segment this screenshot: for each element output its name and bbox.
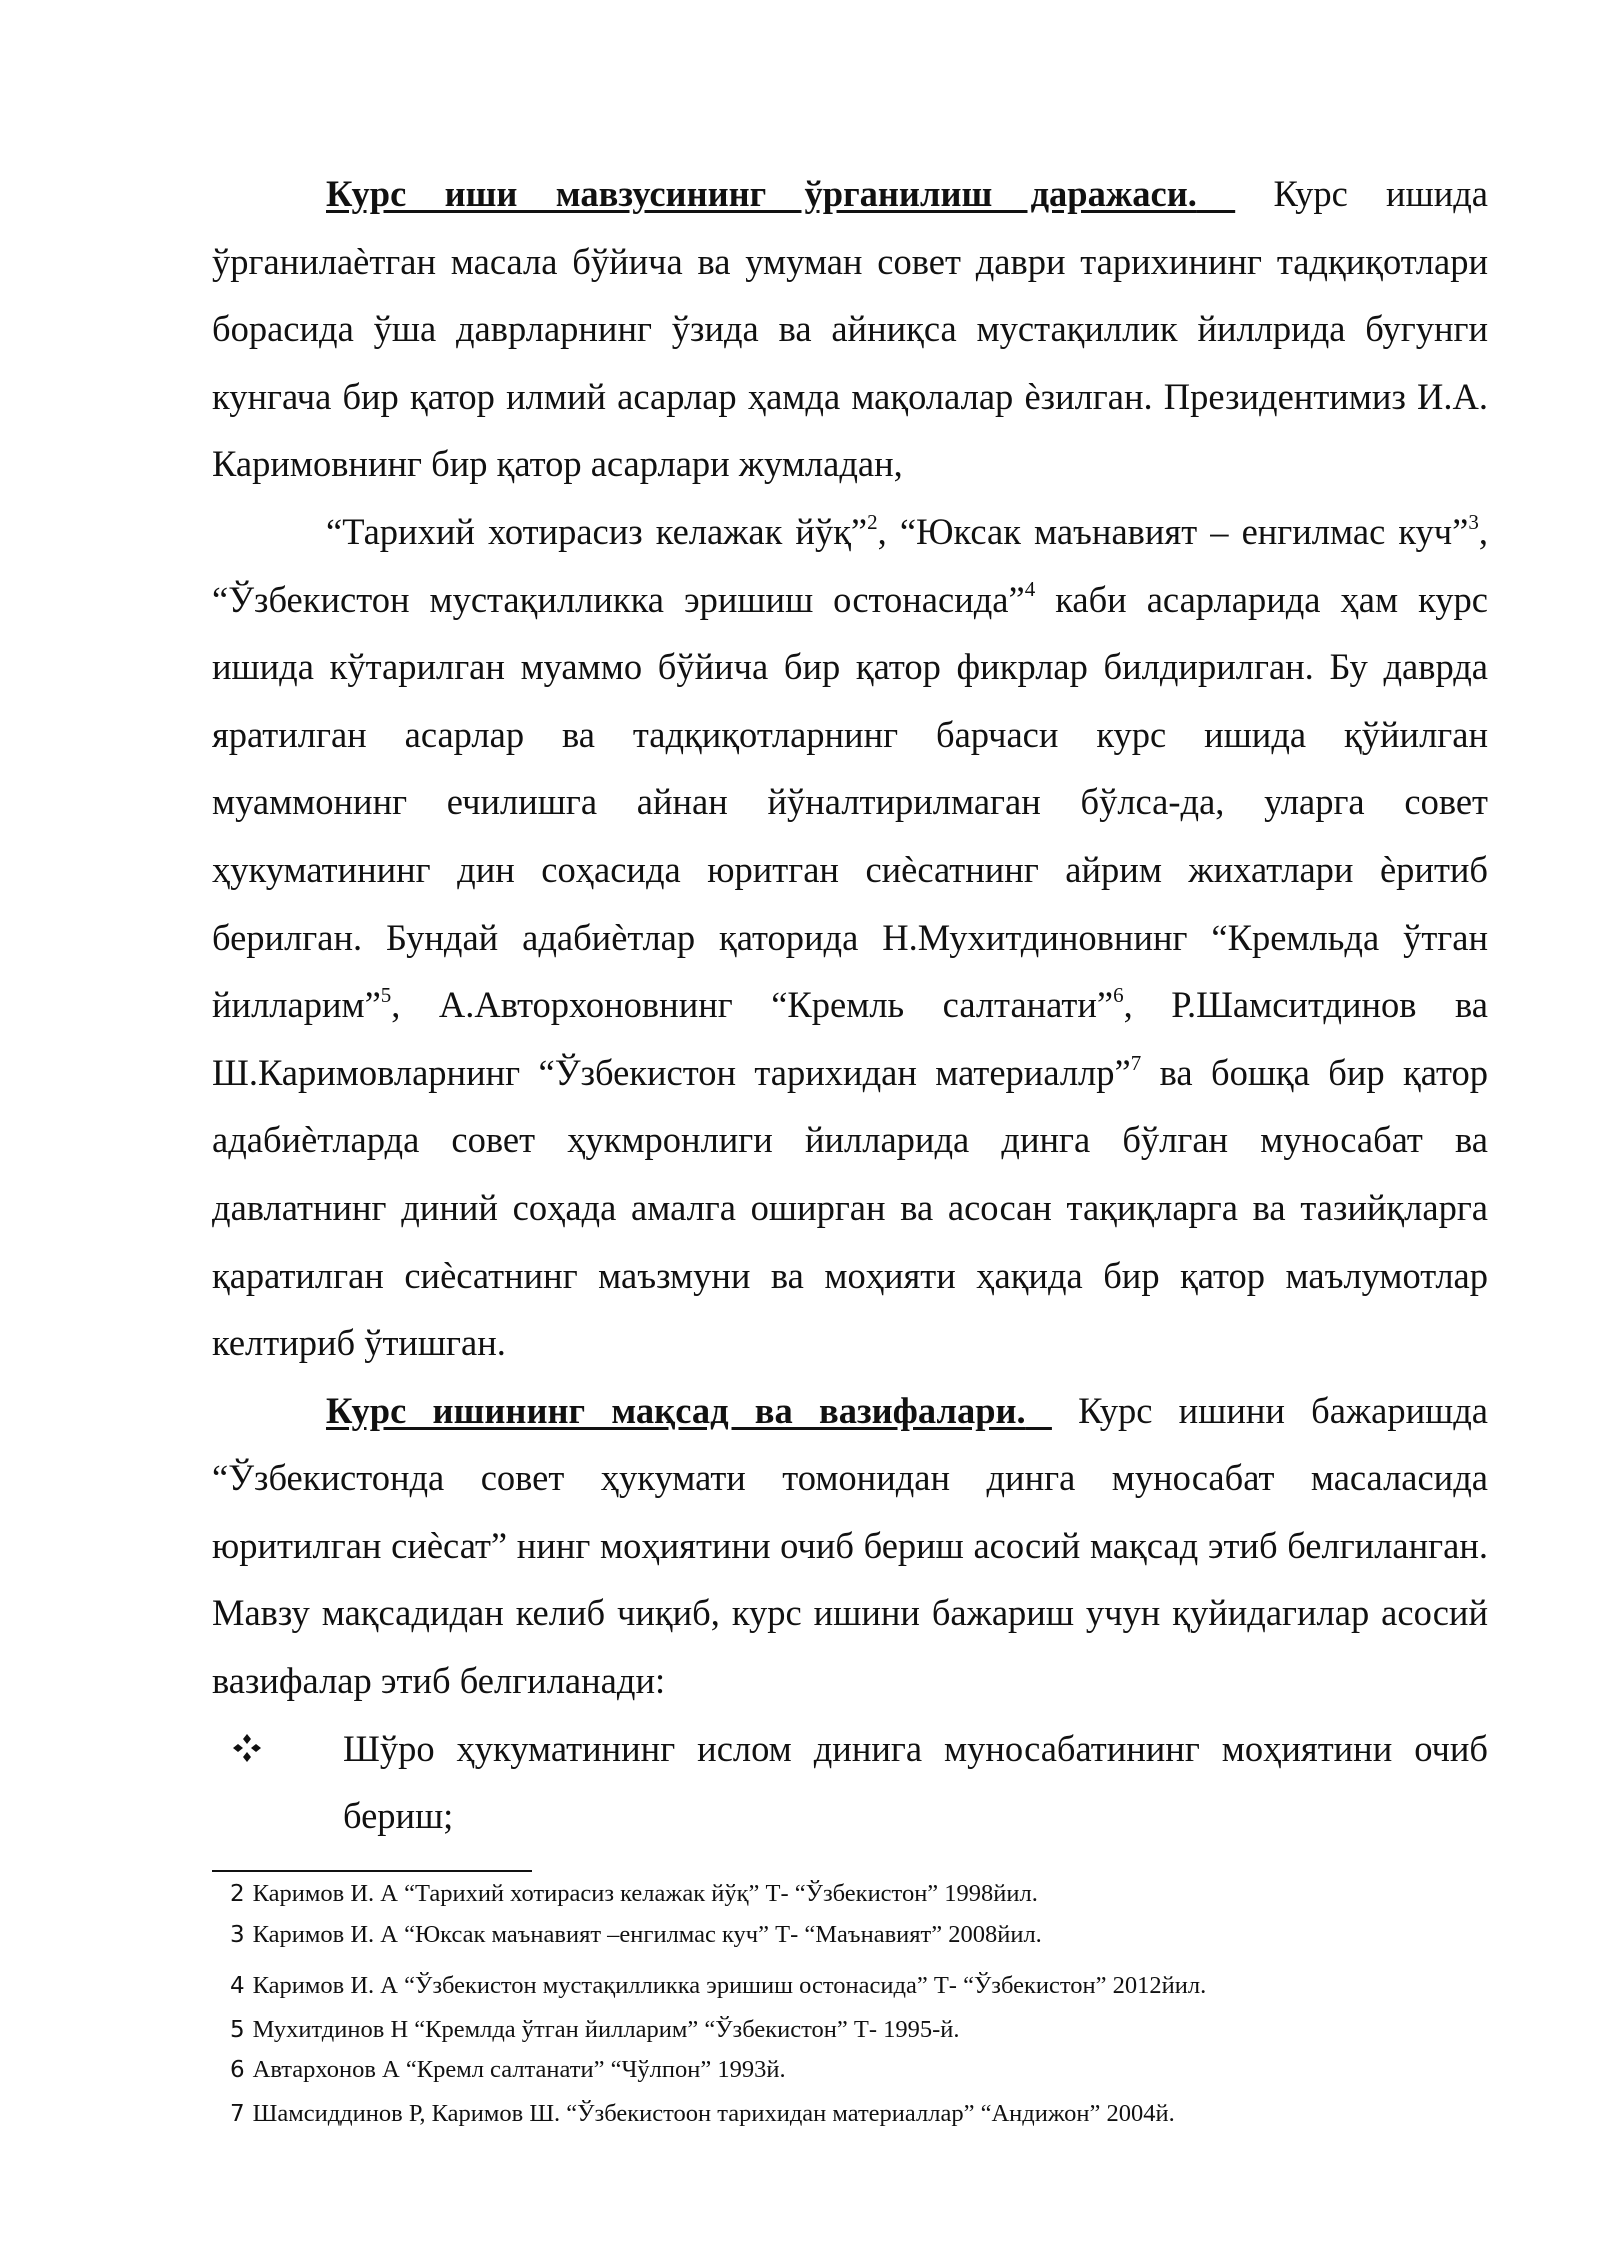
paragraph-goals: [212, 1377, 1488, 1715]
footnote-ref: 5: [380, 982, 392, 1007]
footnote-ref: 2: [867, 509, 878, 534]
paragraph-research-level: [212, 160, 1488, 498]
paragraph-text: Курс ишида ўрганилаѐтган масала бўйича ва умуман совет даври тарихининг тадқиқотлари борасида ўша даврларнинг ўзида ва айниқса мустақиллик йиллрида бугунги кунгача бир қатор илмий асарлар ҳамда мақолалар ѐзилган. Президентимиз И.А. Каримовнинг бир қатор асарлари жумладан,: [212, 173, 1488, 485]
footnote-separator: [212, 1870, 532, 1872]
footnote-4: 4 Каримов И. А “Ўзбекистон мустақилликка эришиш остонасида” Т- “Ўзбекистон” 2012йил.: [230, 1972, 1207, 1999]
bullet-text: Шўро ҳукуматининг ислом динига муносабатининг моҳиятини очиб бериш;: [343, 1727, 1488, 1837]
footnote-ref: 6: [1113, 982, 1124, 1007]
footnote-7: 7 Шамсиддинов Р, Каримов Ш. “Ўзбекистоон тарихидан материаллар” “Андижон” 2004й.: [230, 2100, 1175, 2127]
footnote-ref: 4: [1024, 577, 1036, 602]
footnote-3: 3 Каримов И. А “Юксак маънавият –енгилмас куч” Т- “Маънавият” 2008йил.: [230, 1921, 1042, 1948]
paragraph-literature: “Тарихий хотирасиз келажак йўқ”$^2$, “Юксак маънавият – енгилмас куч”$^3$, “Ўзбекистон мустақилликка эришиш остонасида”$^4$ каби асарларида ҳам курс ишида кўтарилган муаммо бўйича бир қатор фикрлар билдирилган. Бу даврда яратилган асарлар ва тадқиқотларнинг барчаси курс ишида қўйилган муаммонинг ечилишга айнан йўналтирилмаган бўлса-да, уларга совет ҳукуматининг дин соҳасида юритган сиѐсатнинг айрим жихатлари ѐритиб берилган. Бундай адабиѐтлар қаторида Н.Мухитдиновнинг “Кремльда ўтган йилларим”$^5$, А.Авторхоновнинг “Кремль салтанати”$^6$, Р.Шамситдинов ва Ш.Каримовларнинг “Ўзбекистон тарихидан материаллр”$^7$ ва бошқа бир қатор адабиѐтларда совет ҳукмронлиги йилларида динга бўлган муносабат ва давлатнинг диний соҳада амалга оширган ва асосан тақиқларга ва тазийқларга қаратилган сиѐсатнинг маъзмуни ва моҳияти ҳақида бир қатор маълумотлар келтириб ўтишган.: [212, 509, 1488, 1364]
footnote-6: 6 Автархонов А “Кремл салтанати” “Чўлпон” 1993й.: [230, 2056, 786, 2083]
footnote-ref: 7: [1130, 1050, 1142, 1075]
footnote-ref: 3: [1468, 509, 1479, 534]
section-heading-research-level: Курс иши мавзусининг ўрганилиш даражаси.: [326, 173, 1197, 214]
document-body: [212, 160, 1488, 1850]
footnote-2: 2 Каримов И. А “Тарихий хотирасиз келажак йўқ” Т- “Ўзбекистон” 1998йил.: [230, 1880, 1038, 1907]
bullet-list-item: [212, 1715, 1488, 1850]
paragraph-text: Курс ишини бажаришда “Ўзбекистонда совет ҳукумати томонидан динга муносабат масаласида юритилган сиѐсат” нинг моҳиятини очиб бериш асосий мақсад этиб белгиланган. Мавзу мақсадидан келиб чиқиб, курс ишини бажариш учун қуйидагилар асосий вазифалар этиб белгиланади:: [212, 1389, 1488, 1702]
four-diamond-bullet-icon: [230, 1719, 264, 1753]
footnote-5: 5 Мухитдинов Н “Кремлда ўтган йилларим” “Ўзбекистон” Т- 1995-й.: [230, 2016, 960, 2043]
section-heading-goals: Курс ишининг мақсад ва вазифалари.: [326, 1389, 1026, 1431]
